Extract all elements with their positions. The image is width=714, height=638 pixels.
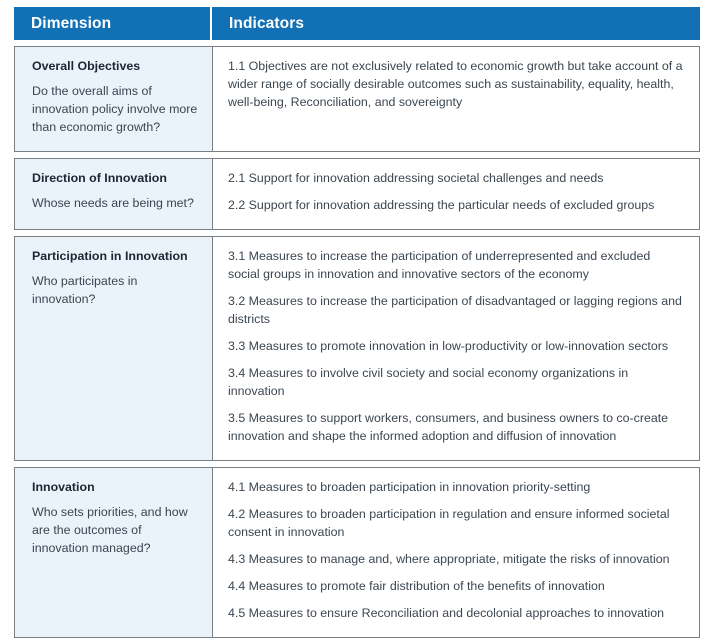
indicator-item: 1.1 Objectives are not exclusively related to economic growth but take account of a wider range of socially desirable outcomes such as sustainability, equality, health, well-being, Reconciliation, and sovereignty xyxy=(228,59,683,109)
dimension-question: Who sets priorities, and how are the outcomes of innovation managed? xyxy=(32,505,188,555)
table-row xyxy=(14,158,700,230)
indicator-item: 4.2 Measures to broaden participation in regulation and ensure informed societal consent in innovation xyxy=(228,506,670,539)
column-header-indicators-label: Indicators xyxy=(229,14,305,32)
column-header-dimension-label: Dimension xyxy=(31,14,112,32)
indicators-cell xyxy=(213,468,699,637)
dimension-title: Overall Objectives xyxy=(32,59,141,73)
indicator-item: 4.4 Measures to promote fair distribution of the benefits of innovation xyxy=(228,578,605,593)
dimension-cell xyxy=(15,47,213,151)
indicator-item: 2.1 Support for innovation addressing societal challenges and needs xyxy=(228,171,604,186)
indicators-cell xyxy=(213,159,699,229)
dimension-title: Direction of Innovation xyxy=(32,171,167,186)
dimension-question: Do the overall aims of innovation policy involve more than economic growth? xyxy=(32,84,198,135)
indicator-item: 3.3 Measures to promote innovation in low-productivity or low-innovation sectors xyxy=(228,338,669,353)
dimension-question: Whose needs are being met? xyxy=(32,196,194,211)
indicator-item: 3.2 Measures to increase the participation of disadvantaged or lagging regions and districts xyxy=(228,294,682,326)
dimension-question: Who participates in innovation? xyxy=(32,274,138,307)
column-header-dimension xyxy=(14,7,212,40)
dimension-title: Innovation xyxy=(32,479,95,494)
table-header-row xyxy=(14,7,700,40)
indicator-item: 2.2 Support for innovation addressing the particular needs of excluded groups xyxy=(228,198,655,213)
indicator-item: 3.5 Measures to support workers, consumers, and business owners to co-create innovation and shape the informed adoption and diffusion of innovation xyxy=(228,410,669,443)
dimension-cell xyxy=(15,468,213,637)
dimension-cell xyxy=(15,237,213,460)
indicators-cell xyxy=(213,47,699,151)
indicator-item: 4.5 Measures to ensure Reconciliation and decolonial approaches to innovation xyxy=(228,605,665,620)
table-row xyxy=(14,46,700,152)
indicators-cell xyxy=(213,237,699,460)
dimension-cell xyxy=(15,159,213,229)
dimension-title: Participation in Innovation xyxy=(32,249,188,264)
column-header-indicators xyxy=(212,7,700,40)
table-row xyxy=(14,467,700,638)
indicator-item: 4.3 Measures to manage and, where appropriate, mitigate the risks of innovation xyxy=(228,551,670,566)
indicator-item: 3.1 Measures to increase the participation of underrepresented and excluded social groups in innovation and innovative sectors of the economy xyxy=(228,249,651,282)
indicator-item: 3.4 Measures to involve civil society and social economy organizations in innovation xyxy=(228,365,629,398)
indicators-table xyxy=(14,7,700,638)
indicator-item: 4.1 Measures to broaden participation in innovation priority-setting xyxy=(228,479,591,494)
table-row xyxy=(14,236,700,461)
